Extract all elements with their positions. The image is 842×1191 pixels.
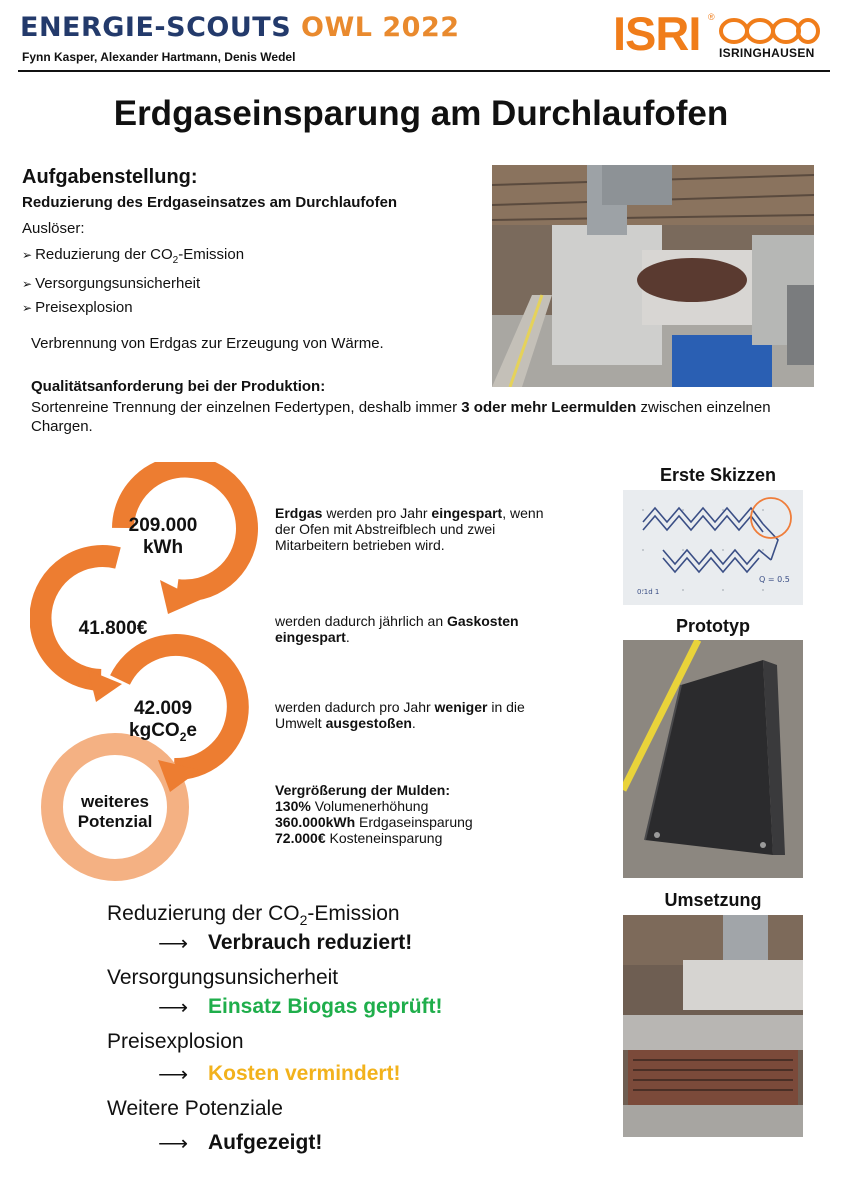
authors: Fynn Kasper, Alexander Hartmann, Denis Wedel (22, 50, 296, 64)
logo-registered: ® (708, 12, 715, 22)
trigger-list (22, 243, 244, 320)
quality-text: Sortenreine Trennung der einzelnen Federtypen, deshalb immer 3 oder mehr Leermulden zwischen einzelnen Chargen. (31, 399, 771, 435)
page-title: Erdgaseinsparung am Durchlaufofen (113, 94, 729, 133)
summary-result-potential: Aufgezeigt! (208, 1131, 323, 1154)
logo-subtext: ISRINGHAUSEN (719, 46, 815, 60)
trigger-item: ➢ Preisexplosion (22, 296, 244, 320)
summary-result-price: Kosten vermindert! (208, 1062, 401, 1085)
desc-cost: werden dadurch jährlich an Gaskosten eingespart. (275, 613, 519, 645)
sketch-note-left: 0:1d 1 (637, 588, 660, 596)
value-co2: 42.009 kgCO$_2$e (129, 698, 197, 744)
value-cost-eur: 41.800€ (78, 618, 148, 639)
task-heading: Aufgabenstellung: (22, 166, 198, 188)
summary-label-co2: Reduzierung der $CO_2$-Emission (107, 902, 400, 929)
sketch-note-right: Q = 0.5 (759, 575, 790, 584)
logo-text: ISRI (613, 7, 701, 60)
value-gas-kwh: 209.000 kWh (128, 515, 198, 558)
arrow-icon: ⟶ (158, 996, 189, 1019)
arrow-icon: ⟶ (158, 932, 189, 955)
summary-label-price: Preisexplosion (107, 1030, 244, 1053)
summary-result-supply: Einsatz Biogas geprüft! (208, 995, 443, 1018)
arrow-icon: ⟶ (158, 1132, 189, 1155)
potential-row: 130% Volumenerhöhung (275, 798, 429, 814)
implementation-photo (623, 915, 803, 1137)
trigger-label: Auslöser: (22, 220, 85, 237)
brand-title (20, 12, 460, 43)
sketch-caption: Erste Skizzen (659, 465, 777, 485)
header-rule (18, 70, 830, 72)
desc-potential: Vergrößerung der Mulden: 130% Volumenerhöhung 360.000kWh Erdgaseinsparung 72.000€ Kosteneinsparung (275, 782, 555, 846)
furnace-photo (492, 165, 814, 387)
trigger-item: ➢ Versorgungsunsicherheit (22, 272, 244, 296)
prototype-photo (623, 640, 803, 878)
isri-logo (613, 7, 823, 62)
prototype-caption: Prototyp (676, 616, 750, 636)
brand-part2: OWL 2022 (301, 12, 460, 43)
arrow-icon: ⟶ (158, 1063, 189, 1086)
implementation-caption: Umsetzung (664, 890, 762, 910)
potential-row: 360.000kWh Erdgaseinsparung (275, 814, 473, 830)
summary-label-potential: Weitere Potenziale (107, 1097, 283, 1120)
sketch-photo (623, 490, 803, 605)
quality-heading: Qualitätsanforderung bei der Produktion: (31, 378, 326, 395)
desc-gas: Erdgas werden pro Jahr eingespart, wenn der Ofen mit Abstreifblech und zwei Mitarbeitern betrieben wird. (275, 505, 544, 553)
desc-co2: werden dadurch pro Jahr weniger in die Umwelt ausgestoßen. (275, 699, 525, 731)
trigger-item: ➢ Reduzierung der $CO_2$-Emission (22, 243, 244, 272)
value-potential: weiteres Potenzial (77, 792, 153, 831)
logo-rings-icon (717, 16, 821, 46)
brand-part1: ENERGIE-SCOUTS (20, 12, 292, 43)
summary-label-supply: Versorgungsunsicherheit (107, 966, 339, 989)
task-subheading: Reduzierung des Erdgaseinsatzes am Durchlaufofen (22, 194, 398, 211)
combustion-text: Verbrennung von Erdgas zur Erzeugung von Wärme. (31, 335, 384, 352)
summary-result-co2: Verbrauch reduziert! (208, 931, 413, 954)
potential-row: 72.000€ Kosteneinsparung (275, 830, 443, 846)
